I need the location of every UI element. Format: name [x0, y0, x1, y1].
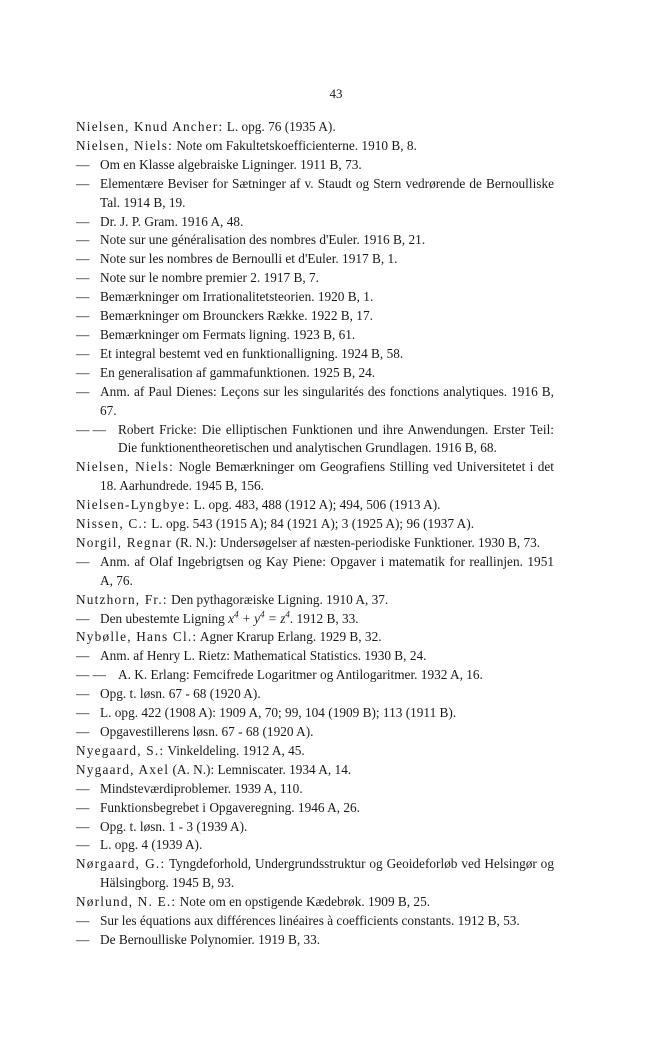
- sub-entry: [76, 647, 554, 666]
- entry-text: Vinkeldeling. 1912 A, 45.: [167, 742, 305, 758]
- sub-entry: [76, 666, 554, 685]
- sub-entry: [76, 818, 554, 837]
- entry-text: Tyngdeforhold, Undergrundsstruktur og Geoideforløb ved Helsingør og Hälsingborg. 1945 B, 93.: [100, 856, 554, 891]
- math-equation: $x^4 + y^4 = z^4$: [228, 609, 290, 626]
- dash-marker: —: [76, 780, 90, 796]
- sub-entry-text: En generalisation af gammafunktionen. 1925 B, 24.: [100, 364, 376, 380]
- entry-text: (A. N.): Lemniscater. 1934 A, 14.: [172, 761, 352, 777]
- dash-marker: —: [76, 364, 90, 380]
- sub-entry-text: Opg. t. løsn. 67 - 68 (1920 A).: [100, 686, 261, 702]
- author-name: Nutzhorn, Fr.:: [76, 591, 168, 607]
- dash-marker: —: [76, 818, 90, 834]
- dash-marker: —: [76, 686, 90, 702]
- sub-entry-text: Bemærkninger om Irrationalitetsteorien. 1920 B, 1.: [100, 289, 374, 305]
- sub-entry-text: Note sur une généralisation des nombres d'Euler. 1916 B, 21.: [100, 232, 426, 248]
- author-name: Nielsen, Knud Ancher:: [76, 119, 224, 134]
- index-entry: [76, 496, 554, 515]
- entry-text: L. opg. 543 (1915 A); 84 (1921 A); 3 (1925 A); 96 (1937 A).: [151, 516, 475, 532]
- author-name: Nielsen, Niels:: [76, 137, 173, 153]
- sub-entry-text: Anm. af Olaf Ingebrigtsen og Kay Piene: Opgaver i matematik for reallinjen. 1951 A, 76.: [100, 553, 554, 588]
- sub-entry: [76, 553, 554, 591]
- sub-entry-text: Om en Klasse algebraiske Ligninger. 1911 B, 73.: [100, 156, 362, 172]
- index-entry: [76, 137, 554, 156]
- sub-entry: [76, 685, 554, 704]
- author-name: Nissen, C.:: [76, 516, 148, 532]
- entry-text: Nogle Bemærkninger om Geografiens Stilling ved Universitetet i det 18. Aarhundrede. 1945 B, 156.: [100, 459, 554, 494]
- sub-entry: [76, 421, 554, 459]
- author-name: Nyegaard, S.:: [76, 742, 165, 758]
- sub-entry-text: Opg. t. løsn. 1 - 3 (1939 A).: [100, 818, 248, 834]
- dash-marker: —: [76, 232, 90, 248]
- entry-text: Den pythagoræiske Ligning. 1910 A, 37.: [171, 591, 389, 607]
- dash-marker: —: [76, 648, 90, 664]
- dash-marker: —: [76, 270, 90, 286]
- dash-marker: —: [76, 326, 90, 342]
- author-name: Nørlund, N. E.:: [76, 894, 177, 910]
- sub-entry-text: Et integral bestemt ved en funktionalligning. 1924 B, 58.: [100, 345, 404, 361]
- index-entry: [76, 893, 554, 912]
- sub-entry: [76, 288, 554, 307]
- index-entry: [76, 742, 554, 761]
- index-entry: [76, 458, 554, 496]
- sub-entry: [76, 383, 554, 421]
- sub-entry-text: Anm. af Paul Dienes: Leçons sur les singularités des fonctions analytiques. 1916 B, 67.: [100, 383, 554, 418]
- sub-entry: [76, 912, 554, 931]
- sub-entry: [76, 723, 554, 742]
- index-entry: [76, 591, 554, 610]
- sub-entry: [76, 175, 554, 213]
- sub-entry: [76, 799, 554, 818]
- index-entry: [76, 761, 554, 780]
- entry-text: (R. N.): Undersøgelser af næsten-periodiske Funktioner. 1930 B, 73.: [175, 534, 541, 550]
- bibliography-index: [76, 118, 554, 950]
- sub-entry-text: L. opg. 422 (1908 A): 1909 A, 70; 99, 104 (1909 B); 113 (1911 B).: [100, 705, 457, 721]
- sub-entry: [76, 345, 554, 364]
- sub-entry: [76, 213, 554, 232]
- dash-marker: —: [76, 931, 90, 947]
- author-name: Nygaard, Axel: [76, 761, 170, 777]
- sub-entry-text: Mindsteværdiproblemer. 1939 A, 110.: [100, 780, 303, 796]
- sub-entry: [76, 610, 554, 629]
- sub-entry-text: Opgavestillerens løsn. 67 - 68 (1920 A).: [100, 724, 314, 739]
- sub-entry-text: Sur les équations aux différences linéaires à coefficients constants. 1912 B, 53.: [100, 913, 520, 929]
- dash-marker: —: [76, 383, 90, 399]
- sub-entry-text: A. K. Erlang: Femcifrede Logaritmer og Antilogaritmer. 1932 A, 16.: [118, 667, 483, 683]
- dash-marker: — —: [76, 421, 106, 437]
- dash-marker: —: [76, 175, 90, 191]
- index-entry: [76, 628, 554, 647]
- entry-text: Agner Krarup Erlang. 1929 B, 32.: [199, 629, 382, 645]
- dash-marker: —: [76, 799, 90, 815]
- author-name: Norgil, Regnar: [76, 534, 173, 550]
- index-entry: [76, 118, 554, 137]
- sub-entry: [76, 231, 554, 250]
- dash-marker: —: [76, 705, 90, 721]
- author-name: Nielsen-Lyngbye:: [76, 497, 191, 513]
- sub-entry-text: Elementære Beviser for Sætninger af v. Staudt og Stern vedrørende de Bernoulliske Tal. 1914 B, 19.: [100, 175, 554, 210]
- sub-entry-text: Dr. J. P. Gram. 1916 A, 48.: [100, 213, 244, 229]
- sub-entry: [76, 250, 554, 269]
- dash-marker: —: [76, 289, 90, 305]
- author-name: Nybølle, Hans Cl.:: [76, 629, 198, 645]
- entry-text: L. opg. 483, 488 (1912 A); 494, 506 (1913 A).: [193, 497, 441, 513]
- dash-marker: —: [76, 156, 90, 172]
- sub-entry: [76, 931, 554, 950]
- entry-text: Note om en opstigende Kædebrøk. 1909 B, 25.: [179, 894, 431, 910]
- index-entry: [76, 534, 554, 553]
- sub-entry-text: L. opg. 4 (1939 A).: [100, 837, 203, 853]
- sub-entry: [76, 836, 554, 855]
- sub-entry-text: Den ubestemte Ligning: [100, 610, 225, 626]
- sub-entry-text: Note sur les nombres de Bernoulli et d'Euler. 1917 B, 1.: [100, 251, 398, 267]
- author-name: Nørgaard, G.:: [76, 856, 166, 872]
- dash-marker: —: [76, 724, 90, 739]
- sub-entry-text: Robert Fricke: Die elliptischen Funktionen und ihre Anwendungen. Erster Teil: Die funktionentheoretischen und analytischen Grundlagen. 1916 B, 68.: [118, 421, 554, 456]
- index-entry: [76, 855, 554, 893]
- page-number: 43: [329, 86, 343, 101]
- sub-entry-text: De Bernoulliske Polynomier. 1919 B, 33.: [100, 931, 321, 947]
- sub-entry-text: Funktionsbegrebet i Opgaveregning. 1946 A, 26.: [100, 799, 360, 815]
- entry-text: L. opg. 76 (1935 A).: [226, 119, 336, 134]
- dash-marker: —: [76, 213, 90, 229]
- index-entry: [76, 515, 554, 534]
- sub-entry: [76, 780, 554, 799]
- dash-marker: —: [76, 837, 90, 853]
- sub-entry: [76, 704, 554, 723]
- sub-entry-text: Bemærkninger om Fermats ligning. 1923 B, 61.: [100, 326, 356, 342]
- sub-entry: [76, 326, 554, 345]
- sub-entry-text: Note sur le nombre premier 2. 1917 B, 7.: [100, 270, 319, 286]
- dash-marker: —: [76, 251, 90, 267]
- sub-entry-text: Bemærkninger om Brounckers Række. 1922 B, 17.: [100, 308, 373, 324]
- dash-marker: —: [76, 913, 90, 929]
- sub-entry: [76, 307, 554, 326]
- dash-marker: —: [76, 308, 90, 324]
- sub-entry: [76, 156, 554, 175]
- dash-marker: —: [76, 610, 90, 626]
- sub-entry-text-after: . 1912 B, 33.: [289, 610, 359, 626]
- sub-entry: [76, 364, 554, 383]
- author-name: Nielsen, Niels:: [76, 459, 175, 475]
- sub-entry-text: Anm. af Henry L. Rietz: Mathematical Statistics. 1930 B, 24.: [100, 648, 427, 664]
- sub-entry: [76, 269, 554, 288]
- entry-text: Note om Fakultetskoefficienterne. 1910 B, 8.: [176, 137, 417, 153]
- dash-marker: — —: [76, 667, 106, 683]
- dash-marker: —: [76, 553, 90, 569]
- dash-marker: —: [76, 345, 90, 361]
